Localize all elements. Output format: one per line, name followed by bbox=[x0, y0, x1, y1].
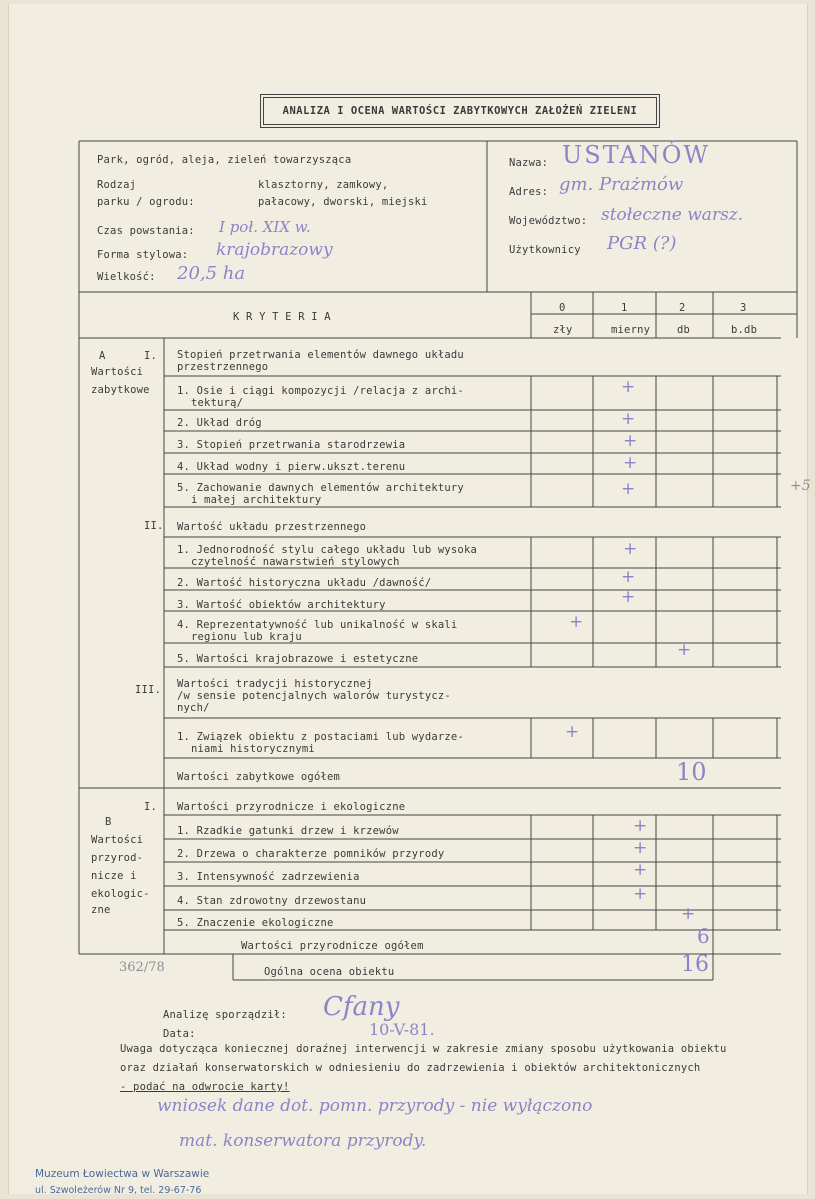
b-total-label: Wartości przyrodnicze ogółem bbox=[241, 940, 424, 952]
score-0: 0 bbox=[559, 302, 566, 314]
g2-item-3-mark: + bbox=[621, 587, 636, 607]
section-a-roman-3: III. bbox=[135, 684, 162, 696]
section-a-roman-1: I. bbox=[144, 350, 158, 362]
rodzaj-options-2: pałacowy, dworski, miejski bbox=[258, 196, 428, 208]
score-label-mierny: mierny bbox=[611, 324, 651, 336]
g1-item-5-l1: 5. Zachowanie dawnych elementów architektury bbox=[177, 482, 464, 494]
g1-item-2-l1: 2. Układ dróg bbox=[177, 417, 262, 429]
b-item-1: 1. Rzadkie gatunki drzew i krzewów bbox=[177, 825, 399, 837]
g1-item-5-mark: + bbox=[621, 479, 636, 499]
g1-item-3-l1: 3. Stopień przetrwania starodrzewia bbox=[177, 439, 406, 451]
g1-item-1-l1: 1. Osie i ciągi kompozycji /relacja z archi- bbox=[177, 385, 464, 397]
group2-title: Wartość układu przestrzennego bbox=[177, 521, 367, 533]
section-a-label-2: Wartości bbox=[91, 366, 144, 378]
g1-item-1-l2: tekturą/ bbox=[191, 397, 244, 409]
forma-label: Forma stylowa: bbox=[97, 249, 189, 261]
g2-item-2-mark: + bbox=[621, 567, 636, 587]
rodzaj-options-1: klasztorny, zamkowy, bbox=[258, 179, 389, 191]
group3-title-1: Wartości tradycji historycznej bbox=[177, 678, 373, 690]
nazwa-label: Nazwa: bbox=[509, 157, 549, 169]
section-b-letter: B bbox=[105, 816, 112, 828]
section-a-roman-2: II. bbox=[144, 520, 164, 532]
g1-item-4-mark: + bbox=[623, 453, 638, 473]
g2-item-5-l1: 5. Wartości krajobrazowe i estetyczne bbox=[177, 653, 419, 665]
a-total-label: Wartości zabytkowe ogółem bbox=[177, 771, 341, 783]
g2-item-3-l1: 3. Wartość obiektów architektury bbox=[177, 599, 386, 611]
data-value: 10-V-81. bbox=[369, 1020, 435, 1039]
uwaga-line-1: Uwaga dotycząca koniecznej doraźnej interwencji w zakresie zmiany sposobu użytkowania obiektu bbox=[120, 1043, 727, 1055]
b-item-3: 3. Intensywność zadrzewienia bbox=[177, 871, 360, 883]
adres-value: gm. Prażmów bbox=[559, 174, 684, 195]
section-b-label-6: zne bbox=[91, 904, 111, 916]
type-heading: Park, ogród, aleja, zieleń towarzysząca bbox=[97, 154, 352, 166]
nazwa-value: USTANÓW bbox=[562, 141, 711, 169]
g1-item-1-mark: + bbox=[621, 377, 636, 397]
overall-label: Ogólna ocena obiektu bbox=[264, 966, 395, 978]
czas-label: Czas powstania: bbox=[97, 225, 195, 237]
b-item-1-mark: + bbox=[633, 816, 648, 836]
stamp-line-2: ul. Szwoleżerów Nr 9, tel. 29-67-76 bbox=[35, 1185, 202, 1196]
overall-value: 16 bbox=[681, 952, 709, 977]
b-item-2-mark: + bbox=[633, 838, 648, 858]
g1-item-3-mark: + bbox=[623, 431, 638, 451]
analize-label: Analizę sporządził: bbox=[163, 1009, 287, 1021]
b-item-5-mark: + bbox=[681, 904, 696, 924]
score-1: 1 bbox=[621, 302, 628, 314]
g1-item-5-l2: i małej architektury bbox=[191, 494, 322, 506]
czas-value: I poł. XIX w. bbox=[219, 218, 311, 236]
margin-note: +5 bbox=[790, 478, 811, 494]
g3-item-1-l2: niami historycznymi bbox=[191, 743, 315, 755]
wielkosc-value: 20,5 ha bbox=[177, 263, 246, 284]
forma-value: krajobrazowy bbox=[216, 240, 333, 260]
g2-item-1-l2: czytelność nawarstwień stylowych bbox=[191, 556, 400, 568]
handwritten-note-1: wniosek dane dot. pomn. przyrody - nie wyłączono bbox=[157, 1096, 593, 1116]
section-b-label-4: nicze i bbox=[91, 870, 137, 882]
g3-item-1-mark: + bbox=[565, 722, 580, 742]
g2-item-5-mark: + bbox=[677, 640, 692, 660]
rodzaj-label: Rodzaj bbox=[97, 179, 137, 191]
group3-title-3: nych/ bbox=[177, 702, 210, 714]
a-total-value: 10 bbox=[676, 758, 707, 786]
b-item-2: 2. Drzewa o charakterze pomników przyrody bbox=[177, 848, 445, 860]
g2-item-4-l2: regionu lub kraju bbox=[191, 631, 302, 643]
uwaga-line-3: - podać na odwrocie karty! bbox=[120, 1081, 290, 1093]
g1-item-2-mark: + bbox=[621, 409, 636, 429]
wielkosc-label: Wielkość: bbox=[97, 271, 156, 283]
document-sheet bbox=[8, 4, 811, 1196]
archive-number: 362/78 bbox=[119, 960, 165, 975]
wojewodztwo-label: Województwo: bbox=[509, 215, 588, 227]
section-b-label-3: przyrod- bbox=[91, 852, 144, 864]
parku-label: parku / ogrodu: bbox=[97, 196, 195, 208]
b-item-4: 4. Stan zdrowotny drzewostanu bbox=[177, 895, 367, 907]
section-b-roman: I. bbox=[144, 801, 158, 813]
group1-title-1: Stopień przetrwania elementów dawnego układu bbox=[177, 349, 464, 361]
handwritten-note-2: mat. konserwatora przyrody. bbox=[179, 1131, 427, 1151]
g2-item-4-l1: 4. Reprezentatywność lub unikalność w skali bbox=[177, 619, 458, 631]
wojewodztwo-value: stołeczne warsz. bbox=[601, 205, 744, 225]
stamp-line-1: Muzeum Łowiectwa w Warszawie bbox=[35, 1168, 210, 1180]
g1-item-4-l1: 4. Układ wodny i pierw.ukszt.terenu bbox=[177, 461, 406, 473]
b-item-5: 5. Znaczenie ekologiczne bbox=[177, 917, 334, 929]
score-label-db: db bbox=[677, 324, 691, 336]
b-group-title: Wartości przyrodnicze i ekologiczne bbox=[177, 801, 406, 813]
group3-title-2: /w sensie potencjalnych walorów turystycz- bbox=[177, 690, 451, 702]
group1-title-2: przestrzennego bbox=[177, 361, 269, 373]
signature: Cfany bbox=[323, 992, 400, 1022]
score-label-bdb: b.db bbox=[731, 324, 758, 336]
section-b-label-5: ekologic- bbox=[91, 888, 150, 900]
g2-item-1-l1: 1. Jednorodność stylu całego układu lub wysoka bbox=[177, 544, 477, 556]
score-3: 3 bbox=[740, 302, 747, 314]
adres-label: Adres: bbox=[509, 186, 549, 198]
section-a-label-3: zabytkowe bbox=[91, 384, 150, 396]
g2-item-2-l1: 2. Wartość historyczna układu /dawność/ bbox=[177, 577, 432, 589]
kryteria-heading: K R Y T E R I A bbox=[233, 311, 331, 323]
section-a-letter: A bbox=[99, 350, 106, 362]
data-label: Data: bbox=[163, 1028, 196, 1040]
document-title: ANALIZA I OCENA WARTOŚCI ZABYTKOWYCH ZAŁOŻEŃ ZIELENI bbox=[263, 97, 657, 125]
uzytkownicy-label: Użytkownicy bbox=[509, 244, 581, 256]
uwaga-line-2: oraz działań konserwatorskich w odniesieniu do zadrzewienia i obiektów architektonicznych bbox=[120, 1062, 701, 1074]
b-total-value: 6 bbox=[697, 924, 710, 948]
g2-item-1-mark: + bbox=[623, 539, 638, 559]
g3-item-1-l1: 1. Związek obiektu z postaciami lub wydarze- bbox=[177, 731, 464, 743]
score-label-zly: zły bbox=[553, 324, 573, 336]
uzytkownicy-value: PGR (?) bbox=[607, 233, 677, 254]
b-item-3-mark: + bbox=[633, 860, 648, 880]
g2-item-4-mark: + bbox=[569, 612, 584, 632]
score-2: 2 bbox=[679, 302, 686, 314]
section-b-label-2: Wartości bbox=[91, 834, 144, 846]
b-item-4-mark: + bbox=[633, 884, 648, 904]
